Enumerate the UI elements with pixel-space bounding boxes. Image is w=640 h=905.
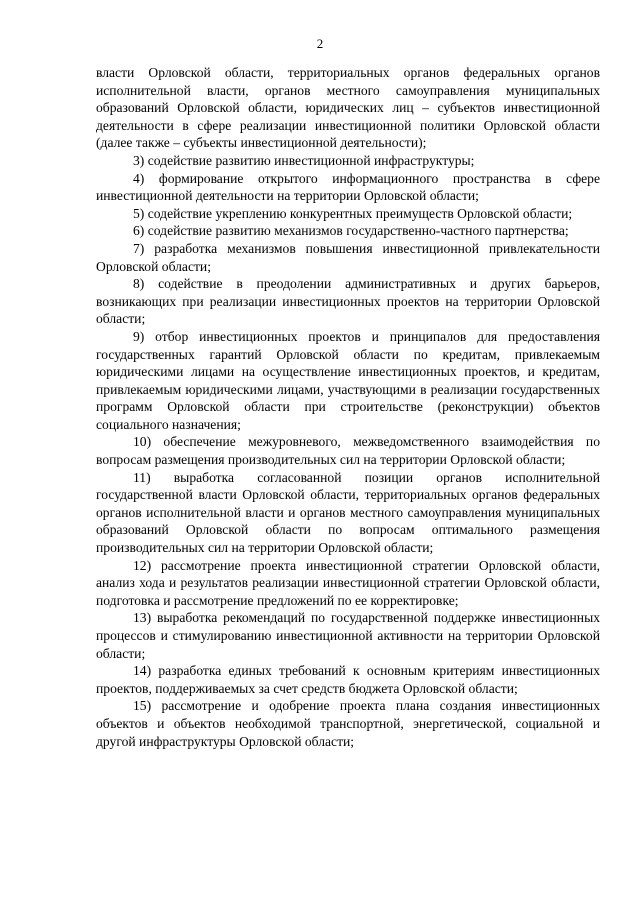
list-item-6: 6) содействие развитию механизмов государственно-частного партнерства; — [133, 223, 569, 239]
list-item-3: 3) содействие развитию инвестиционной инфраструктуры; — [133, 152, 475, 168]
list-item-12: 12) рассмотрение проекта инвестиционной стратегии Орловской области, анализ хода и результатов реализации инвестиционной стратегии Орловской области, подготовка и рассмотрение предложений по ее корректировке; — [96, 557, 600, 608]
document-body — [96, 64, 600, 750]
list-item-13: 13) выработка рекомендаций по государственной поддержке инвестиционных процессов и стимулированию инвестиционной активности на территории Орловской области; — [96, 610, 600, 661]
list-item-11: 11) выработка согласованной позиции органов исполнительной государственной власти Орловской области, территориальных органов федеральных органов исполнительной власти и органов местного самоуправления муниципальных образований Орловской области по вопросам оптимального размещения производительных сил на территории Орловской области; — [96, 469, 600, 556]
list-item-9: 9) отбор инвестиционных проектов и принципалов для предоставления государственных гарантий Орловской области по кредитам, привлекаемым юридическими лицами на осуществление инвестиционных проектов, и кредитам, привлекаемым юридическими лицами, участвующими в реализации государственных программ Орловской области при строительстве (реконструкции) объектов социального назначения; — [96, 328, 600, 432]
list-item-4: 4) формирование открытого информационного пространства в сфере инвестиционной деятельности на территории Орловской области; — [96, 170, 600, 204]
paragraph-continuation: власти Орловской области, территориальных органов федеральных органов исполнительной власти, органов местного самоуправления муниципальных образований Орловской области, юридических лиц – субъектов инвестиционной деятельности в сфере реализации инвестиционной политики Орловской области (далее также – субъекты инвестиционной деятельности); — [96, 65, 600, 151]
list-item-10: 10) обеспечение межуровневого, межведомственного взаимодействия по вопросам размещения производительных сил на территории Орловской области; — [96, 434, 600, 468]
list-item-14: 14) разработка единых требований к основным критериям инвестиционных проектов, поддерживаемых за счет средств бюджета Орловской области; — [96, 663, 600, 696]
list-item-15: 15) рассмотрение и одобрение проекта плана создания инвестиционных объектов и объектов необходимой транспортной, энергетической, социальной и другой инфраструктуры Орловской области; — [96, 698, 600, 749]
page-number: 2 — [316, 36, 324, 51]
list-item-5: 5) содействие укреплению конкурентных преимуществ Орловской области; — [133, 205, 573, 221]
list-item-7: 7) разработка механизмов повышения инвестиционной привлекательности Орловской области; — [96, 240, 600, 274]
list-item-8: 8) содействие в преодолении административных и других барьеров, возникающих при реализации инвестиционных проектов на территории Орловской области; — [96, 276, 600, 327]
